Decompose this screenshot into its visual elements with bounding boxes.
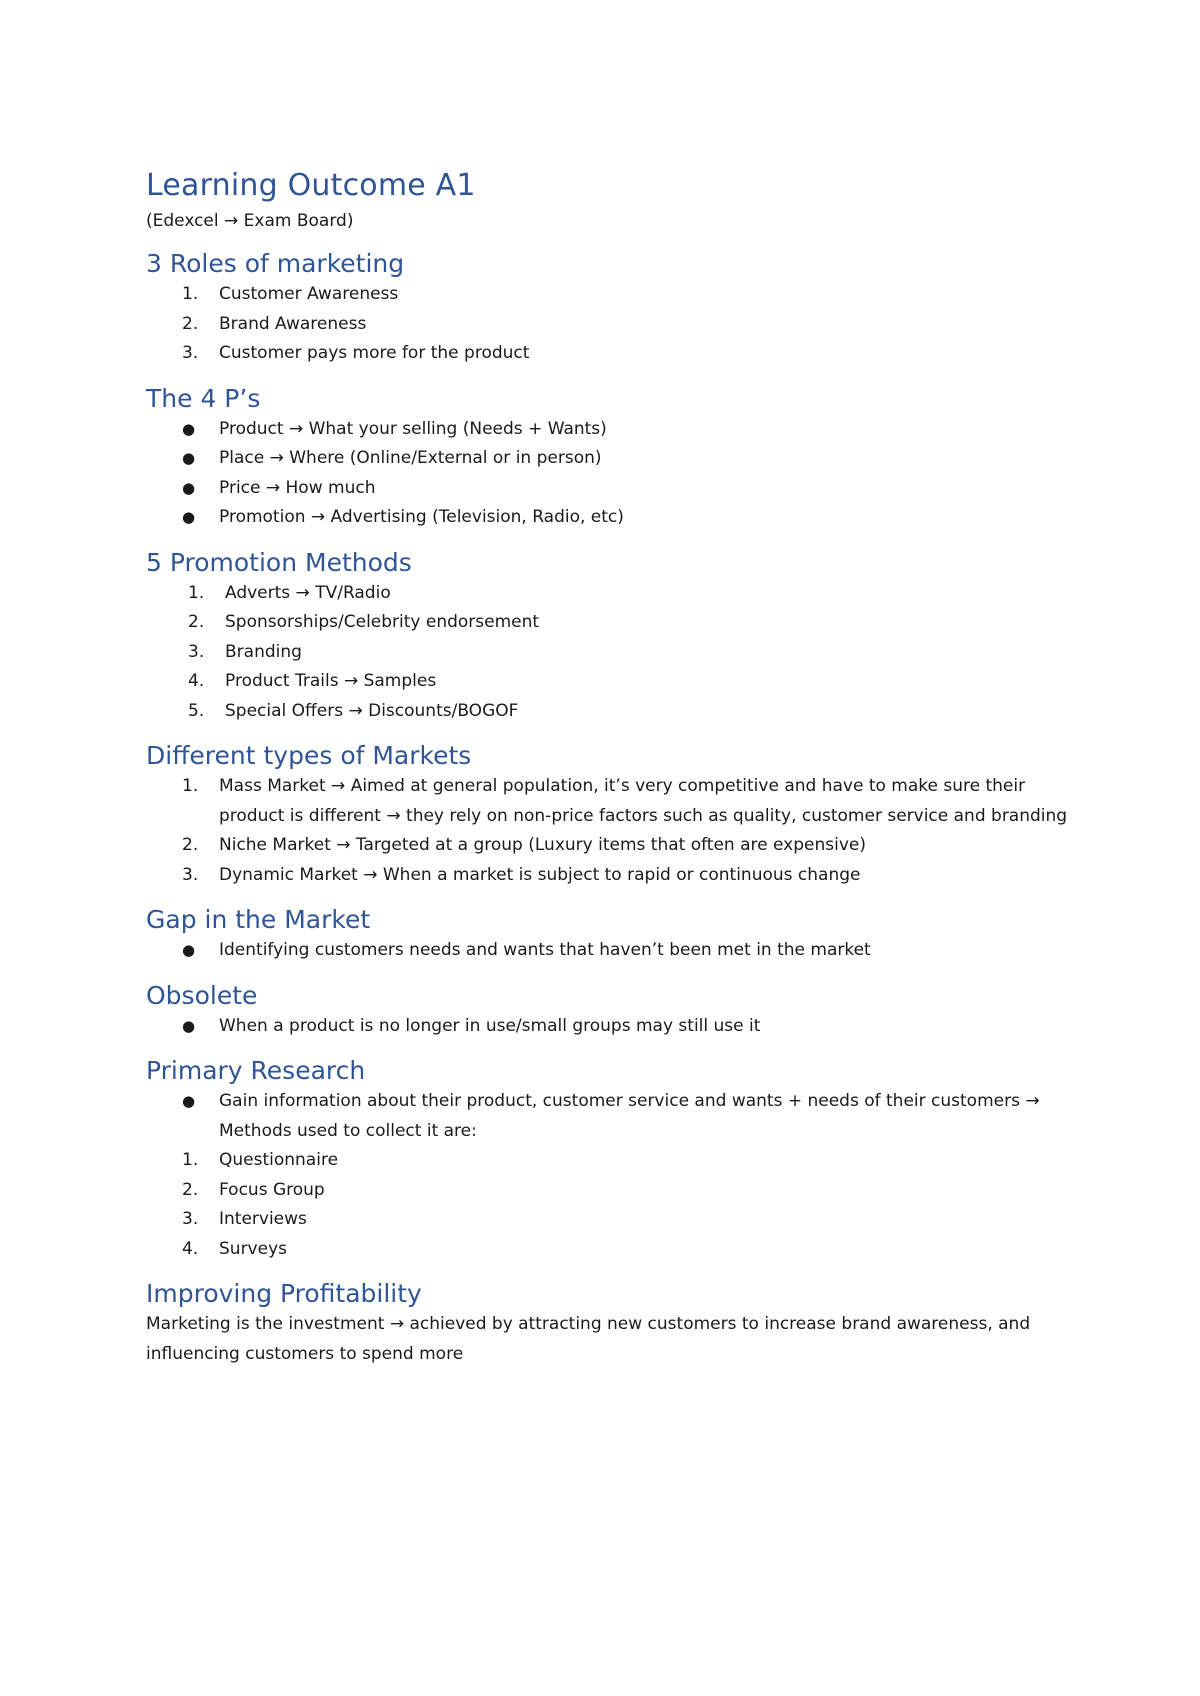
bullet-icon: ● [182, 419, 196, 438]
list-item [146, 339, 1076, 369]
gap-list [146, 936, 1076, 966]
list-item-text: Dynamic Market → When a market is subject to rapid or continuous change [219, 864, 861, 885]
bullet-icon: ● [182, 1092, 196, 1110]
list-item [146, 608, 1076, 638]
list-item-text: Identifying customers needs and wants that haven’t been met in the market [219, 940, 871, 960]
section-primary-research [146, 1055, 1076, 1264]
list-item-text: Product → What your selling (Needs + Wants) [219, 418, 607, 439]
list-item [146, 1087, 1076, 1146]
section-heading-four-ps: The 4 P’s [146, 383, 261, 413]
list-number: 2. [182, 1179, 199, 1200]
list-item [146, 638, 1076, 668]
list-item-text: Sponsorships/Celebrity endorsement [225, 612, 540, 632]
bullet-icon: ● [182, 508, 196, 526]
primary-bullet-list [146, 1087, 1076, 1146]
section-obsolete [146, 980, 1076, 1042]
list-number: 3. [188, 641, 205, 662]
bullet-icon: ● [182, 449, 196, 467]
list-number: 2. [182, 313, 199, 334]
list-item-text: Customer pays more for the product [219, 343, 530, 363]
list-item [146, 1176, 1076, 1206]
list-item-text: Mass Market → Aimed at general population, it’s very competitive and have to make sure their product is different → they rely on non-price factors such as quality, customer service and branding [219, 776, 1068, 826]
list-item [146, 1205, 1076, 1235]
list-item [146, 503, 1076, 533]
profitability-paragraph: Marketing is the investment → achieved by attracting new customers to increase brand awareness, and influencing customers to spend more [146, 1314, 1031, 1364]
list-item [146, 444, 1076, 474]
section-heading-primary-research: Primary Research [146, 1056, 366, 1085]
list-number: 4. [188, 671, 205, 691]
list-number: 2. [182, 835, 199, 855]
list-item [146, 667, 1076, 697]
list-item [146, 280, 1076, 310]
list-item [146, 474, 1076, 504]
markets-list [146, 772, 1076, 890]
section-roles [146, 248, 1076, 369]
list-item [146, 1146, 1076, 1176]
list-item-text: Branding [225, 641, 302, 662]
obsolete-list [146, 1012, 1076, 1042]
list-item [146, 697, 1076, 727]
list-item-text: Promotion → Advertising (Television, Radio, etc) [219, 507, 624, 527]
list-item-text: Special Offers → Discounts/BOGOF [225, 700, 519, 721]
list-item-text: Gain information about their product, customer service and wants + needs of their customers → Methods used to collect it are: [219, 1091, 1040, 1141]
list-item [146, 579, 1076, 609]
list-number: 3. [182, 343, 199, 363]
list-item-text: Adverts → TV/Radio [225, 582, 391, 603]
list-item [146, 415, 1076, 445]
page-title: Learning Outcome A1 [146, 168, 476, 203]
list-item-text: Questionnaire [219, 1150, 339, 1170]
list-item-text: Surveys [219, 1238, 287, 1259]
list-item-text: Interviews [219, 1209, 307, 1229]
bullet-icon: ● [182, 941, 196, 959]
document-page [146, 168, 1076, 1369]
list-number: 4. [182, 1238, 199, 1259]
list-item [146, 772, 1076, 831]
bullet-icon: ● [182, 1016, 196, 1035]
list-number: 1. [188, 582, 205, 603]
section-heading-profitability: Improving Profitability [146, 1279, 422, 1308]
section-heading-gap: Gap in the Market [146, 905, 371, 934]
promotion-list [146, 579, 1076, 727]
section-profitability [146, 1278, 1076, 1369]
four-ps-list [146, 415, 1076, 533]
list-item-text: Price → How much [219, 477, 376, 498]
section-heading-promotion: 5 Promotion Methods [146, 547, 412, 577]
list-item-text: Customer Awareness [219, 284, 399, 304]
section-markets [146, 740, 1076, 890]
list-item [146, 861, 1076, 891]
section-gap [146, 904, 1076, 966]
list-item-text: When a product is no longer in use/small groups may still use it [219, 1015, 761, 1036]
primary-methods-list [146, 1146, 1076, 1264]
list-item-text: Brand Awareness [219, 313, 367, 334]
page-subtitle: (Edexcel → Exam Board) [146, 211, 354, 231]
list-item [146, 310, 1076, 340]
list-item-text: Niche Market → Targeted at a group (Luxury items that often are expensive) [219, 835, 866, 855]
list-item [146, 1235, 1076, 1265]
list-item-text: Place → Where (Online/External or in person) [219, 448, 602, 468]
list-item-text: Product Trails → Samples [225, 671, 437, 691]
list-number: 1. [182, 776, 199, 796]
bullet-icon: ● [182, 478, 196, 497]
section-four-ps [146, 383, 1076, 533]
list-number: 1. [182, 1150, 199, 1170]
section-heading-roles: 3 Roles of marketing [146, 249, 405, 278]
list-item-text: Focus Group [219, 1179, 325, 1200]
list-number: 3. [182, 864, 199, 885]
roles-list [146, 280, 1076, 369]
list-item [146, 1012, 1076, 1042]
section-heading-markets: Different types of Markets [146, 741, 472, 770]
list-number: 5. [188, 700, 205, 721]
section-promotion [146, 547, 1076, 727]
list-number: 1. [182, 284, 199, 304]
list-item [146, 831, 1076, 861]
list-number: 3. [182, 1209, 199, 1229]
section-heading-obsolete: Obsolete [146, 980, 258, 1010]
list-number: 2. [188, 612, 205, 632]
list-item [146, 936, 1076, 966]
